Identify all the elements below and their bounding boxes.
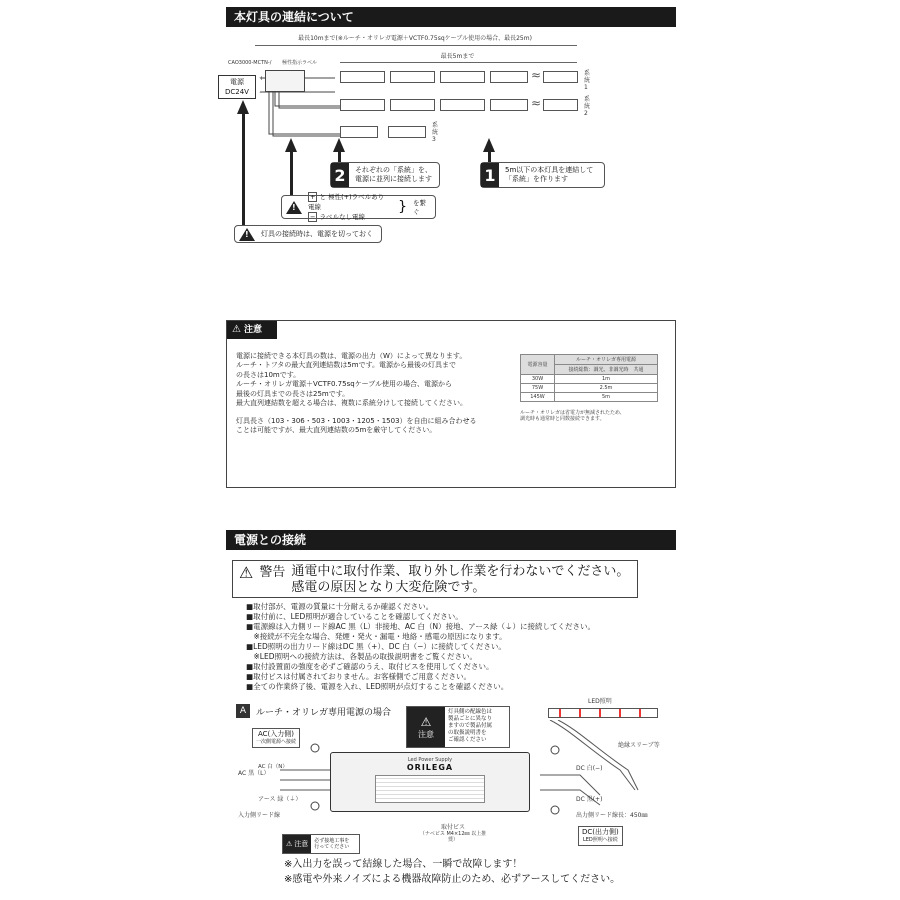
- power-off-caution-text: 灯具の接続時は、電源を切っておく: [261, 230, 373, 238]
- caution-body: [236, 352, 511, 436]
- list-item: ■全ての作業終了後、電源を入れ、LED照明が点灯することを確認ください。: [246, 682, 509, 691]
- footer-notes: [284, 857, 620, 887]
- ac-input-sub: 一次側電源へ接続: [256, 739, 297, 745]
- ground-caution-text: 行ってください: [314, 844, 350, 850]
- break-mark-icon: ≈: [531, 96, 542, 110]
- psu-sub-label: Led Power Supply: [407, 757, 453, 763]
- fixture: [440, 71, 485, 83]
- fixture: [340, 71, 385, 83]
- arrow-up-icon: [237, 100, 249, 114]
- table-note-2: 調光時も通常時と同数接続できます。: [520, 416, 605, 422]
- led-label: LED照明: [588, 698, 612, 705]
- caution-text: 灯具側の配線色は: [448, 709, 493, 715]
- part-number-label: CAO3000-MCTN-/: [228, 60, 272, 66]
- polarity-text-1: と 極性(+)ラベルあり電線: [308, 193, 385, 211]
- step-1-text-2: 「系統」を作ります: [505, 175, 568, 183]
- plus-terminal: +: [259, 75, 265, 82]
- line-1-label: 系統1: [584, 70, 591, 92]
- table-cell-capacity: 30W: [521, 375, 555, 384]
- table-note: [520, 410, 670, 422]
- step-2-number: 2: [331, 163, 349, 187]
- list-item: ■取付前に、LED照明が適合していることを確認してください。: [246, 612, 463, 621]
- fixture: [440, 99, 485, 111]
- line-3-label: 系統3: [432, 122, 439, 144]
- ground-caution-label: 注意: [294, 840, 309, 848]
- fixture: [390, 99, 435, 111]
- brace-icon: }: [398, 199, 408, 215]
- top-dimension-label: 最長10mまで(※ルーチ・オリレガ電源＋VCTF0.75sqケーブル使用の場合、最長25m): [298, 35, 532, 42]
- caution-line: ことは可能ですが、最大直列連結数の5mを厳守してください。: [236, 426, 437, 435]
- break-mark-icon: ≈: [531, 68, 542, 82]
- table-cell-length: 1m: [555, 375, 658, 384]
- table-cell-length: 5m: [555, 393, 658, 402]
- instruction-list: [246, 602, 666, 692]
- case-title: ルーチ・オリレガ専用電源の場合: [256, 707, 392, 718]
- caution-line: ルーチ・トフタの最大直列連結数は5mです。電源から最後の灯具まで: [236, 361, 457, 370]
- power-supply-label: 電源: [230, 78, 244, 86]
- polarity-label-title: 極性指示ラベル: [282, 60, 318, 66]
- power-off-caution: [234, 225, 382, 243]
- table-header-capacity: 電源容量: [521, 355, 555, 375]
- table-row: [521, 393, 658, 402]
- caution-text: 製品ごとに異なり: [448, 716, 493, 722]
- minus-terminal: −: [259, 89, 265, 96]
- list-item: ※接続が不完全な場合、発煙・発火・漏電・地絡・感電の原因になります。: [246, 632, 507, 641]
- psu-label-area: [375, 775, 485, 803]
- caution-text: ますので製品付属: [448, 723, 493, 729]
- footer-note-1: ※入出力を誤って結線した場合、一瞬で故障します！: [284, 859, 523, 870]
- sleeve-label: 絶縁スリーブ等: [618, 742, 660, 749]
- fixture: [543, 71, 578, 83]
- arrow-polarity-shaft: [290, 150, 293, 197]
- dc-white-label: DC 白(−): [576, 765, 603, 772]
- list-item: ■取付設置面の強度を必ずご確認のうえ、取付ビスを使用してください。: [246, 662, 494, 671]
- list-item: ■取付部が、電源の質量に十分耐えるか確認ください。: [246, 602, 434, 611]
- table-header-sub: 接続総数：調光、非調光時 共通: [555, 365, 658, 375]
- warning-banner: [232, 560, 638, 598]
- power-supply-unit: [330, 752, 530, 812]
- input-lead-label: 入力側リード線: [238, 812, 281, 819]
- footer-note-2: ※感電や外来ノイズによる機器故障防止のため、必ずアースしてください。: [284, 874, 621, 885]
- case-a-header: [236, 704, 391, 718]
- minus-symbol: −: [310, 213, 316, 221]
- ac-black-label: AC 黒（L）: [238, 770, 270, 777]
- section-header-connection: 本灯具の連結について: [226, 7, 676, 27]
- list-item: ■LED照明の出力リード線はDC 黒（+）、DC 白（−）に接続してください。: [246, 642, 506, 651]
- line-2-label: 系統2: [584, 96, 591, 118]
- list-item: ■取付ビスは付属されておりません。お客様側でご用意ください。: [246, 672, 472, 681]
- arrow-up-icon: [483, 138, 495, 152]
- warning-icon: ⚠: [239, 563, 254, 582]
- ac-white-label: AC 白（N）: [258, 764, 288, 770]
- ac-input-label: AC(入力側): [258, 730, 295, 738]
- polarity-text-2: ラベルなし電線: [319, 213, 366, 221]
- screw-label: [418, 824, 488, 843]
- table-cell-capacity: 145W: [521, 393, 555, 402]
- caution-line: 最後の灯具までの長さは25mです。: [236, 389, 350, 398]
- sub-dimension-label: 最長5mまで: [440, 53, 475, 60]
- dc-output-badge: [578, 826, 623, 846]
- plus-symbol: +: [310, 193, 316, 201]
- step-1-number: 1: [481, 163, 499, 187]
- caution-header: [227, 321, 277, 339]
- screw-title: 取付ビス: [440, 824, 465, 831]
- table-row: [521, 375, 658, 384]
- warning-text-1: 通電中に取付作業、取り外し作業を行わないでください。: [291, 564, 630, 579]
- caution-line: 電源に接続できる本灯具の数は、電源の出力（W）によって異なります。: [236, 352, 467, 360]
- caution-line: 最大直列連結数を超える場合は、複数に系統分けして接続してください。: [236, 399, 467, 408]
- ground-caution-box: [282, 834, 360, 854]
- power-supply-voltage: DC24V: [225, 88, 249, 96]
- warning-label: 警告: [259, 565, 286, 580]
- dc-black-label: DC 黒(+): [576, 796, 603, 803]
- earth-label: アース 緑（⏚）: [258, 796, 302, 803]
- caution-text: ご確認ください: [448, 737, 487, 743]
- psu-brand: ORILEGA: [406, 763, 454, 772]
- junction-box: [265, 70, 305, 92]
- polarity-connect: を繋ぐ: [413, 199, 427, 216]
- caution-line: ルーチ・オリレガ電源＋VCTF0.75sqケーブル使用の場合、電源から: [236, 380, 453, 389]
- caution-text: の取扱説明書を: [448, 730, 487, 736]
- table-note-1: ルーチ・オリレガは省電力が無減されたため、: [520, 410, 625, 416]
- caution-title: 注意: [243, 325, 262, 335]
- arrow-caution-shaft: [242, 112, 245, 227]
- warning-text-2: 感電の原因となり大変危険です。: [291, 580, 486, 595]
- table-cell-length: 2.5m: [555, 384, 658, 393]
- step-2-text-1: それぞれの「系統」を、: [355, 166, 432, 174]
- dc-output-sub: LED照明へ接続: [582, 837, 618, 843]
- table-header-group: ルーチ・オリレガ専用電源: [555, 355, 658, 365]
- step-1-text-1: 5m以下の本灯具を連結して: [505, 166, 594, 174]
- list-item: ※LED照明への接続方法は、各製品の取扱説明書をご覧ください。: [246, 652, 477, 661]
- arrow-up-icon: [333, 138, 345, 152]
- warning-icon: [286, 201, 302, 214]
- caution-line: の長さは10mです。: [236, 370, 301, 379]
- fixture: [340, 99, 385, 111]
- section-header-power: 電源との接続: [226, 530, 676, 550]
- ground-caution-text: 必ず接地工事を: [314, 838, 350, 844]
- table-cell-capacity: 75W: [521, 384, 555, 393]
- polarity-callout: [281, 195, 436, 219]
- arrow-up-icon: [285, 138, 297, 152]
- case-letter: A: [236, 704, 250, 718]
- caution-label: 注意: [418, 729, 434, 739]
- step-1-callout: [480, 162, 605, 188]
- power-supply-box: [218, 75, 256, 99]
- fixture: [388, 126, 426, 138]
- sub-dimension-line: [340, 62, 577, 63]
- caution-line: 灯具長さ（103・306・503・1003・1205・1503）を自由に組み合わせる: [236, 416, 477, 425]
- output-lead-label: 出力側リード線長：450㎜: [576, 812, 648, 819]
- table-row: [521, 384, 658, 393]
- fixture: [490, 71, 528, 83]
- step-2-text-2: 電源に並列に接続します: [355, 175, 432, 183]
- screw-note: （ナベビス M4×12㎜ 以上推奨）: [419, 831, 487, 844]
- fixture: [490, 99, 528, 111]
- fixture: [543, 99, 578, 111]
- fixture: [390, 71, 435, 83]
- warning-icon: ⚠: [286, 840, 293, 848]
- fixture: [340, 126, 378, 138]
- dc-output-label: DC(出力側): [582, 828, 619, 836]
- warning-icon: ⚠: [232, 324, 241, 335]
- step-2-callout: [330, 162, 440, 188]
- warning-icon: ⚠: [420, 714, 432, 729]
- list-item: ■電源線は入力側リード線AC 黒（L）非接地、AC 白（N）接地、アース緑（⏚）に接続してください。: [246, 622, 596, 631]
- led-strip: [548, 708, 658, 718]
- capacity-table: [520, 354, 658, 402]
- warning-icon: [239, 228, 255, 241]
- ac-input-badge: [252, 728, 300, 748]
- top-dimension-line: [255, 45, 577, 46]
